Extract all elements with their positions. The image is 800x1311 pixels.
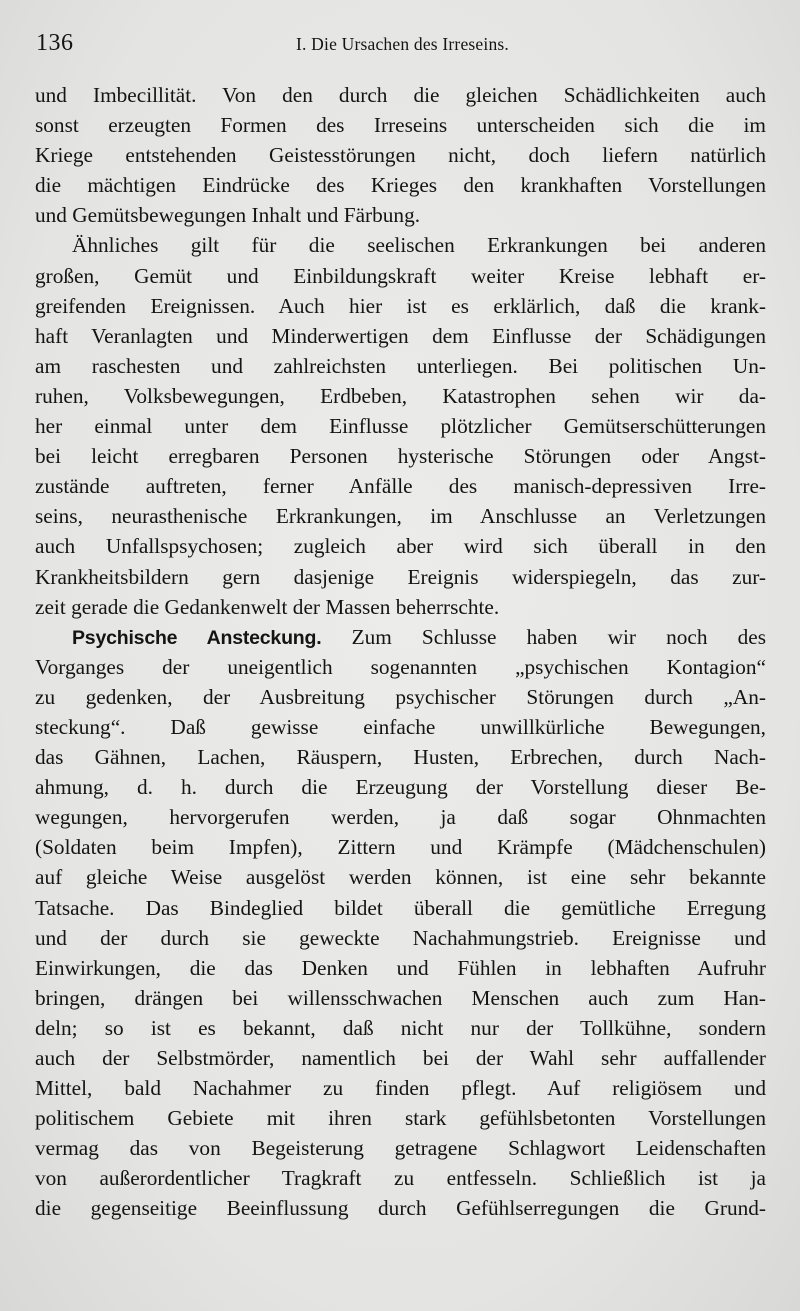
text-line: auf gleiche Weise ausgelöst werden können, ist eine sehr bekannte bbox=[35, 865, 766, 890]
text-line: Mittel, bald Nachahmer zu finden pflegt. Auf religiösem und bbox=[35, 1076, 766, 1101]
text-line: Ähnliches gilt für die seelischen Erkrankungen bei anderen bbox=[72, 233, 766, 258]
section-first-line-text: Zum Schlusse haben wir noch des bbox=[351, 624, 766, 649]
text-line: das Gähnen, Lachen, Räuspern, Husten, Erbrechen, durch Nach- bbox=[35, 745, 766, 770]
section-heading: Psychische Ansteckung. bbox=[72, 626, 322, 649]
text-line: und Gemütsbewegungen Inhalt und Färbung. bbox=[35, 203, 421, 228]
text-line: Kriege entstehenden Geistesstörungen nicht, doch liefern natürlich bbox=[35, 143, 766, 168]
text-line: greifenden Ereignissen. Auch hier ist es erklärlich, daß die krank- bbox=[35, 293, 766, 318]
text-line: auch der Selbstmörder, namentlich bei der Wahl sehr auffallender bbox=[35, 1046, 766, 1070]
text-line: deln; so ist es bekannt, daß nicht nur der Tollkühne, sondern bbox=[35, 1015, 766, 1040]
text-line: zeit gerade die Gedankenwelt der Massen beherrschte. bbox=[35, 594, 500, 619]
text-line: und Imbecillität. Von den durch die gleichen Schädlichkeiten auch bbox=[35, 83, 766, 107]
text-line: ruhen, Volksbewegungen, Erdbeben, Katastrophen sehen wir da- bbox=[35, 383, 766, 408]
text-line: seins, neurasthenische Erkrankungen, im Anschlusse an Verletzungen bbox=[35, 504, 766, 529]
running-head: I. Die Ursachen des Irreseins. bbox=[296, 34, 510, 54]
text-line: Einwirkungen, die das Denken und Fühlen in lebhaften Aufruhr bbox=[35, 955, 766, 980]
text-line: Tatsache. Das Bindeglied bildet überall die gemütliche Erregung bbox=[35, 895, 766, 920]
page-header bbox=[36, 30, 764, 62]
text-line: bei leicht erregbaren Personen hysterische Störungen oder Angst- bbox=[35, 444, 766, 469]
text-line: haft Veranlagten und Minderwertigen dem Einflusse der Schädigungen bbox=[35, 323, 766, 348]
text-line: großen, Gemüt und Einbildungskraft weiter Kreise lebhaft er- bbox=[35, 263, 766, 288]
text-line: auch Unfallspsychosen; zugleich aber wird sich überall in den bbox=[35, 534, 766, 559]
text-line: und der durch sie geweckte Nachahmungstrieb. Ereignisse und bbox=[35, 925, 766, 950]
section-first-line bbox=[35, 622, 766, 652]
text-line: vermag das von Begeisterung getragene Schlagwort Leidenschaften bbox=[35, 1136, 766, 1161]
text-line: Vorganges der uneigentlich sogenannten „psychischen Kontagion“ bbox=[35, 654, 766, 679]
text-line: politischem Gebiete mit ihren stark gefühlsbetonten Vorstellungen bbox=[35, 1106, 766, 1131]
page-number: 136 bbox=[36, 30, 74, 56]
text-line: Krankheitsbildern gern dasjenige Ereignis widerspiegeln, das zur- bbox=[35, 564, 766, 589]
text-line: zu gedenken, der Ausbreitung psychischer Störungen durch „An- bbox=[35, 684, 766, 709]
text-line: bringen, drängen bei willensschwachen Menschen auch zum Han- bbox=[35, 985, 766, 1010]
text-line: von außerordentlicher Tragkraft zu entfesseln. Schließlich ist ja bbox=[35, 1166, 766, 1191]
text-line: wegungen, hervorgerufen werden, ja daß sogar Ohnmachten bbox=[35, 805, 766, 830]
text-line: am raschesten und zahlreichsten unterliegen. Bei politischen Un- bbox=[35, 353, 766, 378]
text-line: sonst erzeugten Formen des Irreseins unterscheiden sich die im bbox=[35, 113, 766, 138]
text-line: ahmung, d. h. durch die Erzeugung der Vorstellung dieser Be- bbox=[35, 775, 766, 800]
text-line: die mächtigen Eindrücke des Krieges den krankhaften Vorstellungen bbox=[35, 173, 766, 198]
text-line: steckung“. Daß gewisse einfache unwillkürliche Bewegungen, bbox=[35, 714, 766, 739]
body-text bbox=[35, 80, 766, 1224]
text-line: her einmal unter dem Einflusse plötzlicher Gemütserschütterungen bbox=[35, 414, 766, 439]
text-line: (Soldaten beim Impfen), Zittern und Krämpfe (Mädchenschulen) bbox=[35, 835, 766, 860]
text-line: die gegenseitige Beeinflussung durch Gefühlserregungen die Grund- bbox=[35, 1196, 766, 1221]
text-line: zustände auftreten, ferner Anfälle des manisch-depressiven Irre- bbox=[35, 474, 766, 499]
